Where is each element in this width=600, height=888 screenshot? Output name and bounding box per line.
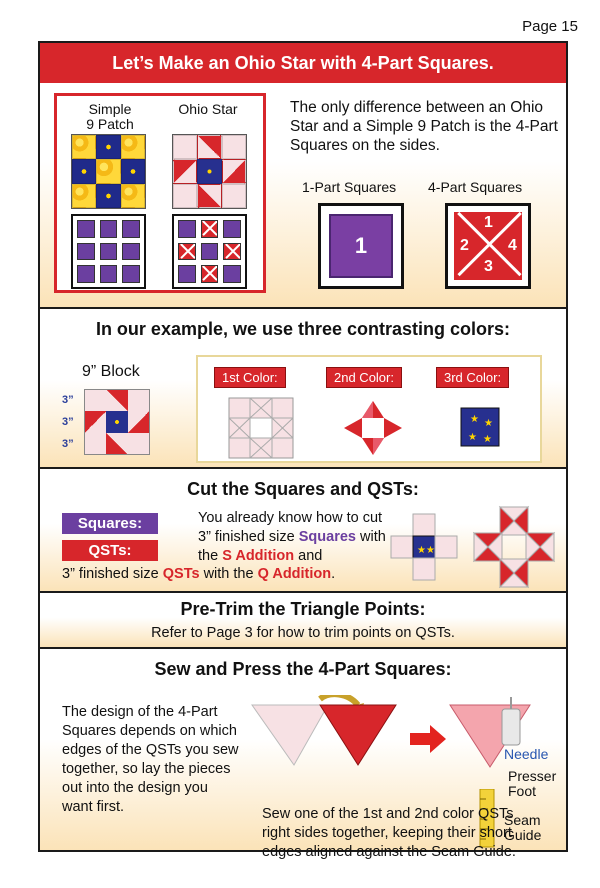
sewing-illustration — [250, 695, 550, 785]
cut-instructions: You already know how to cut 3” finished size Squares with the S Addition and — [198, 510, 386, 564]
label-one-part-squares: 1-Part Squares — [302, 179, 397, 195]
section-heading: In our example, we use three contrasting colors: — [95, 319, 511, 339]
label-ohio-star: Ohio Star — [178, 101, 238, 117]
color-tag-3rd: 3rd Color: — [436, 367, 509, 388]
sew-caption: Sew one of the 1st and 2nd color QSTs right sides together, keeping their short edges aligned against the Seam Guide. — [262, 806, 516, 860]
section-sew-and-press — [40, 649, 566, 860]
four-part-number-2: 2 — [460, 237, 469, 254]
svg-text:★★: ★★ — [417, 545, 435, 556]
tag-squares: Squares: — [62, 513, 158, 534]
dimension-label: 3” — [62, 394, 74, 406]
svg-text:★: ★ — [484, 418, 493, 429]
explanation-text: The only difference between an Ohio Star and a Simple 9 Patch is the 4-Part Squares on the sides. — [290, 99, 558, 154]
four-part-square — [445, 203, 531, 289]
section-ohio-star-intro — [40, 43, 566, 309]
pre-trim-subtext: Refer to Page 3 for how to trim points on QSTs. — [151, 625, 455, 641]
first-color-pieces-diagram — [228, 397, 294, 459]
layout-explanation: The design of the 4-Part Squares depends on which edges of the QSTs you sew together, so lay the pieces out into the design you want first. — [62, 704, 239, 815]
dimension-label: 3” — [62, 438, 74, 450]
colors-box — [196, 355, 542, 463]
third-color-star-center — [460, 407, 500, 447]
section-heading: Cut the Squares and QSTs: — [187, 479, 419, 499]
one-part-square — [318, 203, 404, 289]
dimension-label: 3” — [62, 416, 74, 428]
qsts-layout-diagram — [472, 505, 556, 589]
section-cut-squares — [40, 469, 566, 593]
svg-text:★: ★ — [470, 414, 479, 425]
ohio-star-quilt-block — [84, 389, 150, 455]
label-simple-9-patch: Simple 9 Patch — [86, 101, 134, 132]
label-four-part-squares: 4-Part Squares — [428, 179, 523, 195]
section-heading: Sew and Press the 4-Part Squares: — [154, 659, 452, 679]
section-three-colors — [40, 309, 566, 469]
label-needle: Needle — [504, 746, 549, 762]
second-color-star-points — [340, 397, 406, 459]
section-banner: Let’s Make an Ohio Star with 4-Part Squares. — [40, 43, 566, 83]
squares-layout-diagram — [390, 513, 460, 583]
simple-nine-patch-diagram — [71, 214, 146, 289]
four-part-number-3: 3 — [484, 258, 493, 275]
color-tag-1st: 1st Color: — [214, 367, 286, 388]
svg-text:★: ★ — [483, 434, 492, 445]
tag-qsts: QSTs: — [62, 540, 158, 561]
section-pre-trim — [40, 593, 566, 649]
ohio-star-quilt-block — [172, 134, 247, 209]
simple-nine-patch-quilt-block — [71, 134, 146, 209]
cut-instructions-2: 3” finished size QSTs with the Q Addition. — [62, 566, 336, 582]
content-frame — [38, 41, 568, 860]
svg-text:★: ★ — [468, 432, 477, 443]
page-number: Page 15 — [522, 18, 578, 35]
color-tag-2nd: 2nd Color: — [326, 367, 402, 388]
label-seam-guide: Seam Guide — [504, 812, 542, 843]
block-size-label: 9” Block — [82, 363, 140, 380]
label-presser-foot: Presser Foot — [508, 768, 557, 799]
ohio-star-diagram — [172, 214, 247, 289]
one-part-number: 1 — [329, 214, 393, 278]
four-part-number-4: 4 — [508, 237, 517, 254]
comparison-box — [54, 93, 266, 293]
four-part-number-1: 1 — [484, 214, 493, 231]
section-heading: Pre-Trim the Triangle Points: — [180, 599, 426, 619]
